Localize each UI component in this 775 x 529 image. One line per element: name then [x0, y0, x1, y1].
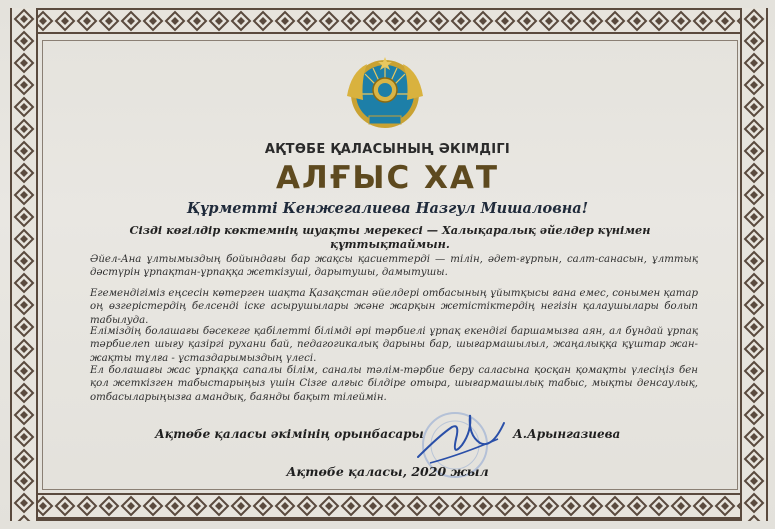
body-paragraph: Егемендігіміз еңсесін көтерген шақта Қазақстан әйелдері отбасының ұйытқысы ғана емес, сонымен қатар оң өзгерістердің белсенді іске асырушылары және жарқын жетістіктердің негізін қалаушылары болып табылуда.	[90, 288, 698, 326]
document-title: АЛҒЫС ХАТ	[275, 160, 500, 196]
signatory-title: Ақтөбе қаласы әкімінің орынбасары	[155, 427, 424, 441]
issuer-heading: АҚТӨБЕ ҚАЛАСЫНЫҢ ӘКІМДІГІ	[264, 142, 511, 157]
ornamental-border-left	[10, 8, 38, 521]
ornamental-border-right	[740, 8, 768, 521]
body-paragraph: Әйел-Ана ұлтымыздың бойындағы бар жақсы қасиеттерді — тілін, әдет-ғұрпын, салт-санасын, ұлттық дәстүрін ұрпақтан-ұрпаққа жеткізуші, дарытушы, дамытушы.	[90, 254, 698, 279]
body-paragraph: Еліміздің болашағы бәсекеге қабілетті білімді әрі тәрбиелі ұрпақ екендігі баршамызға аян, ал бұндай ұрпақ тәрбиелеп шығу қазіргі рухани бай, педагогикалық дарыны бар, шығармашылыл, жаңалыққа құштар жан-жақты тұлға - ұстаздарымыздың үлесі.	[90, 326, 698, 364]
recipient-salutation: Құрметті Кенжегалиева Назгул Мишаловна!	[186, 200, 589, 217]
place-and-year: Ақтөбе қаласы, 2020 жыл	[286, 464, 489, 479]
body-paragraph: Ел болашағы жас ұрпаққа сапалы білім, саналы тәлім-тәрбие беру саласына қосқан қомақты үлесіңіз бен қол жеткізген табыстарыңыз үшін Сізге алғыс білдіре отыра, шығармашылық табыс, мықты денсаулық, отбасыларыңызға амандық, баянды бақыт тілеймін.	[90, 365, 698, 403]
ornamental-border-top	[10, 8, 768, 34]
ornamental-border-bottom	[10, 493, 768, 521]
signatory-name: А.Арынгазиева	[513, 427, 621, 441]
state-emblem-icon	[343, 56, 427, 132]
greeting-text: Сізді көгілдір көктемнің шуақты мерекесі — Халықаралық әйелдер күнімен құттықтаймын.	[129, 223, 651, 251]
